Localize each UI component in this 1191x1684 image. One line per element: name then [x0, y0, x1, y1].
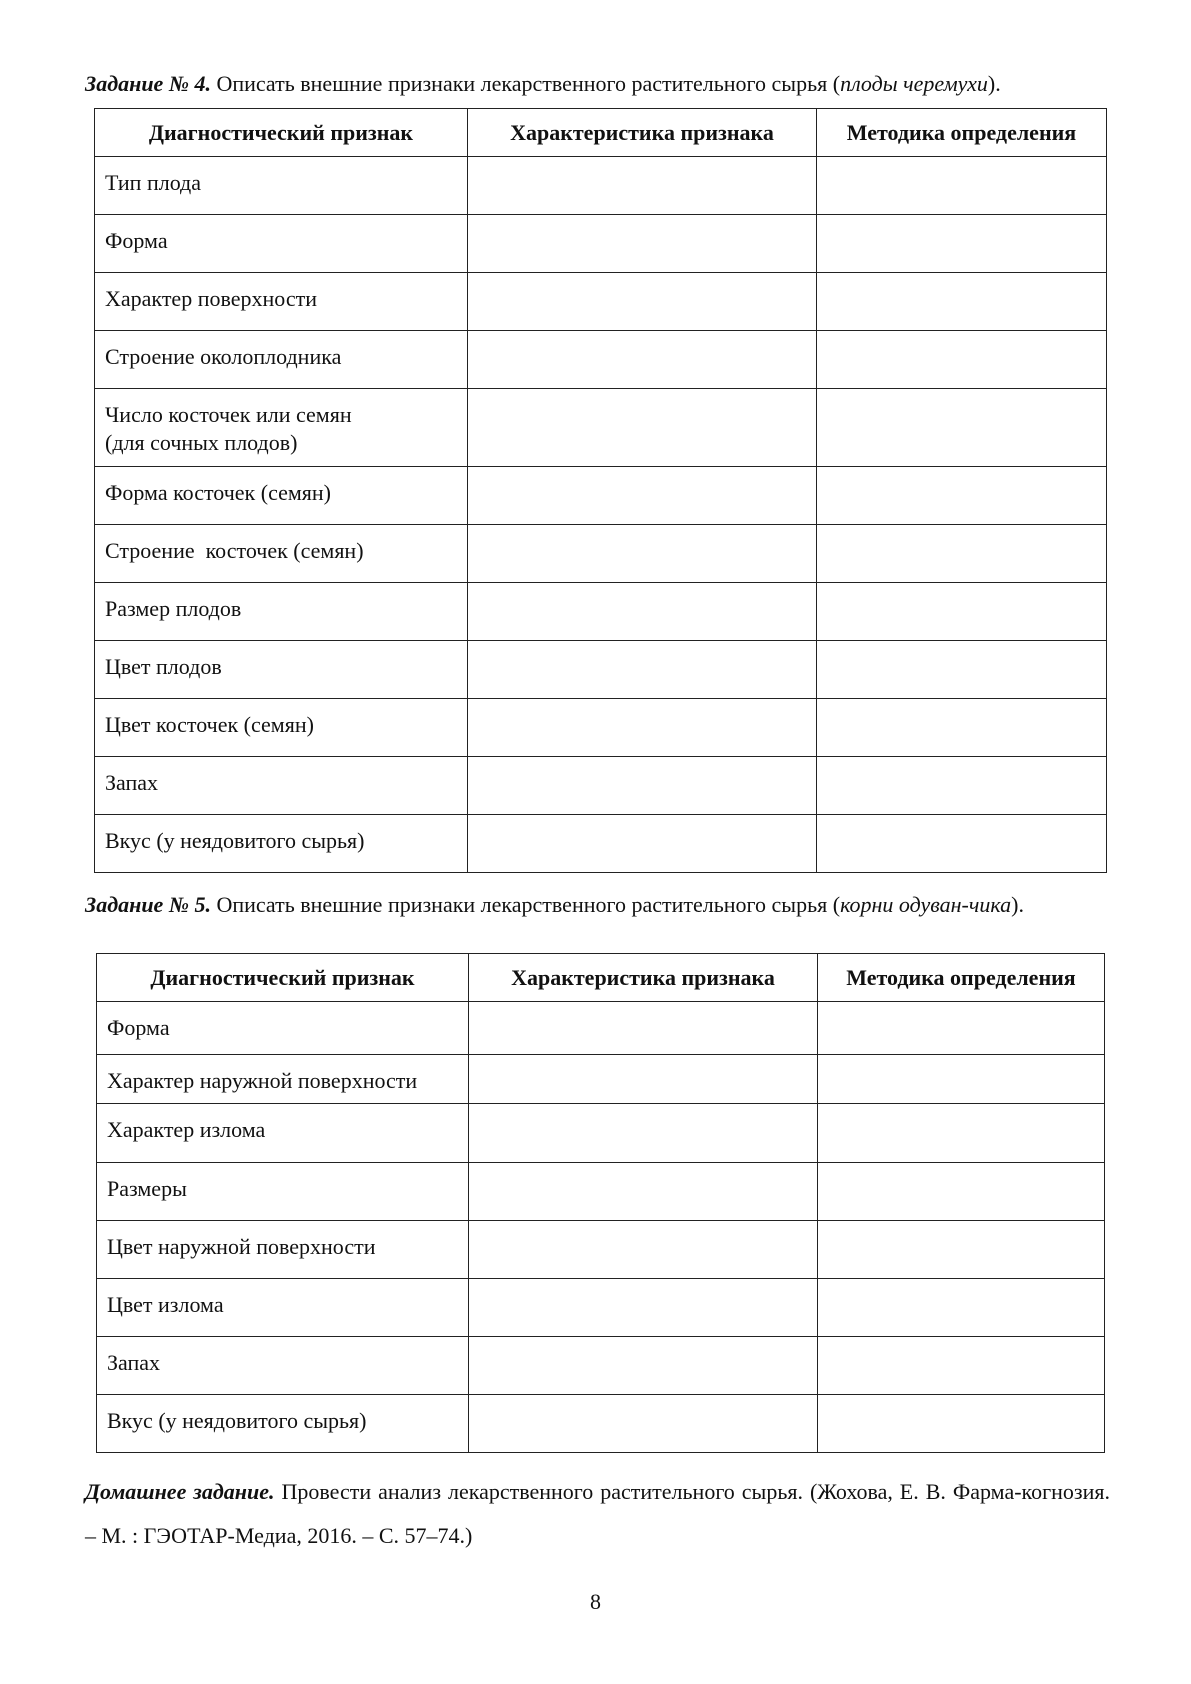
- input-cell[interactable]: [818, 1002, 1105, 1055]
- table-row: [95, 273, 1107, 331]
- row-label: Характер излома: [97, 1104, 469, 1163]
- row-label: Вкус (у неядовитого сырья): [97, 1395, 469, 1453]
- table-row: [95, 331, 1107, 389]
- input-cell[interactable]: [469, 1337, 818, 1395]
- table5-header-method: Методика определения: [818, 954, 1105, 1002]
- input-cell[interactable]: [468, 641, 817, 699]
- row-label: Форма косточек (семян): [95, 467, 468, 525]
- input-cell[interactable]: [817, 757, 1107, 815]
- row-label: Строение околоплодника: [95, 331, 468, 389]
- task-5-table: [96, 953, 1105, 1453]
- input-cell[interactable]: [468, 157, 817, 215]
- row-label: Вкус (у неядовитого сырья): [95, 815, 468, 873]
- table-row: [95, 525, 1107, 583]
- row-label: Цвет излома: [97, 1279, 469, 1337]
- task-4-table: [94, 108, 1107, 873]
- row-label: Размеры: [97, 1163, 469, 1221]
- input-cell[interactable]: [468, 215, 817, 273]
- table-row: [97, 1002, 1105, 1055]
- row-label: Запах: [95, 757, 468, 815]
- row-label: Цвет косточек (семян): [95, 699, 468, 757]
- input-cell[interactable]: [469, 1395, 818, 1453]
- input-cell[interactable]: [818, 1279, 1105, 1337]
- input-cell[interactable]: [817, 157, 1107, 215]
- table5-header-characteristic: Характеристика признака: [469, 954, 818, 1002]
- task-4-close: ).: [987, 71, 1001, 96]
- task-4-object: плоды черемухи: [840, 71, 988, 96]
- input-cell[interactable]: [817, 331, 1107, 389]
- table-row: [97, 1279, 1105, 1337]
- table-row: [95, 157, 1107, 215]
- task-4-text: Описать внешние признаки лекарственного растительного сырья (: [210, 71, 841, 96]
- input-cell[interactable]: [469, 1221, 818, 1279]
- row-label: Форма: [97, 1002, 469, 1055]
- table-row: [95, 757, 1107, 815]
- row-label: Запах: [97, 1337, 469, 1395]
- input-cell[interactable]: [468, 815, 817, 873]
- input-cell[interactable]: [817, 467, 1107, 525]
- table4-header-characteristic: Характеристика признака: [468, 109, 817, 157]
- page-number: 8: [590, 1589, 601, 1614]
- input-cell[interactable]: [818, 1395, 1105, 1453]
- table-row: [95, 467, 1107, 525]
- row-label: Форма: [95, 215, 468, 273]
- table4-header-sign: Диагностический признак: [95, 109, 468, 157]
- table-row: [95, 641, 1107, 699]
- input-cell[interactable]: [468, 273, 817, 331]
- input-cell[interactable]: [468, 583, 817, 641]
- table-row: [97, 1221, 1105, 1279]
- table-row: [97, 1395, 1105, 1453]
- input-cell[interactable]: [469, 1279, 818, 1337]
- input-cell[interactable]: [469, 1104, 818, 1163]
- input-cell[interactable]: [818, 1055, 1105, 1104]
- table-row: [95, 215, 1107, 273]
- input-cell[interactable]: [468, 331, 817, 389]
- input-cell[interactable]: [469, 1163, 818, 1221]
- input-cell[interactable]: [817, 641, 1107, 699]
- row-label: Тип плода: [95, 157, 468, 215]
- input-cell[interactable]: [818, 1104, 1105, 1163]
- input-cell[interactable]: [817, 815, 1107, 873]
- task-5-label: Задание № 5.: [85, 892, 211, 917]
- row-label: Характер поверхности: [95, 273, 468, 331]
- task-5-text: Описать внешние признаки лекарственного растительного сырья (: [210, 892, 841, 917]
- input-cell[interactable]: [817, 389, 1107, 467]
- table-row: [97, 1104, 1105, 1163]
- homework-paragraph: [85, 1470, 1110, 1558]
- table-row: [97, 1337, 1105, 1395]
- input-cell[interactable]: [818, 1221, 1105, 1279]
- input-cell[interactable]: [468, 757, 817, 815]
- table-row: [97, 1055, 1105, 1104]
- homework-text: Провести анализ лекарственного растительного сырья. (Жохова, Е. В. Фарма-когнозия. – М. : ГЭОТАР-Медиа, 2016. – С. 57–74.): [85, 1479, 1110, 1548]
- task-4-label: Задание № 4.: [85, 71, 211, 96]
- input-cell[interactable]: [469, 1002, 818, 1055]
- task-5-heading: [85, 889, 1110, 920]
- table-row: [95, 389, 1107, 467]
- row-label: Цвет плодов: [95, 641, 468, 699]
- row-label: Строение косточек (семян): [95, 525, 468, 583]
- table4-header-method: Методика определения: [817, 109, 1107, 157]
- input-cell[interactable]: [817, 583, 1107, 641]
- input-cell[interactable]: [818, 1163, 1105, 1221]
- table-row: [95, 815, 1107, 873]
- input-cell[interactable]: [817, 699, 1107, 757]
- input-cell[interactable]: [817, 273, 1107, 331]
- table-row: [97, 1163, 1105, 1221]
- row-label: Размер плодов: [95, 583, 468, 641]
- input-cell[interactable]: [468, 699, 817, 757]
- homework-label: Домашнее задание.: [85, 1479, 275, 1504]
- input-cell[interactable]: [469, 1055, 818, 1104]
- input-cell[interactable]: [468, 467, 817, 525]
- input-cell[interactable]: [818, 1337, 1105, 1395]
- table5-header-sign: Диагностический признак: [97, 954, 469, 1002]
- task-5-close: ).: [1011, 892, 1024, 917]
- input-cell[interactable]: [817, 215, 1107, 273]
- row-label: Цвет наружной поверхности: [97, 1221, 469, 1279]
- input-cell[interactable]: [468, 389, 817, 467]
- table-row: [95, 699, 1107, 757]
- task-4-heading: [85, 68, 1110, 99]
- task-5-object: корни одуван-чика: [840, 892, 1012, 917]
- input-cell[interactable]: [817, 525, 1107, 583]
- row-label: Число косточек или семян (для сочных плодов): [95, 389, 468, 467]
- input-cell[interactable]: [468, 525, 817, 583]
- row-label: Характер наружной поверхности: [97, 1055, 469, 1104]
- table-row: [95, 583, 1107, 641]
